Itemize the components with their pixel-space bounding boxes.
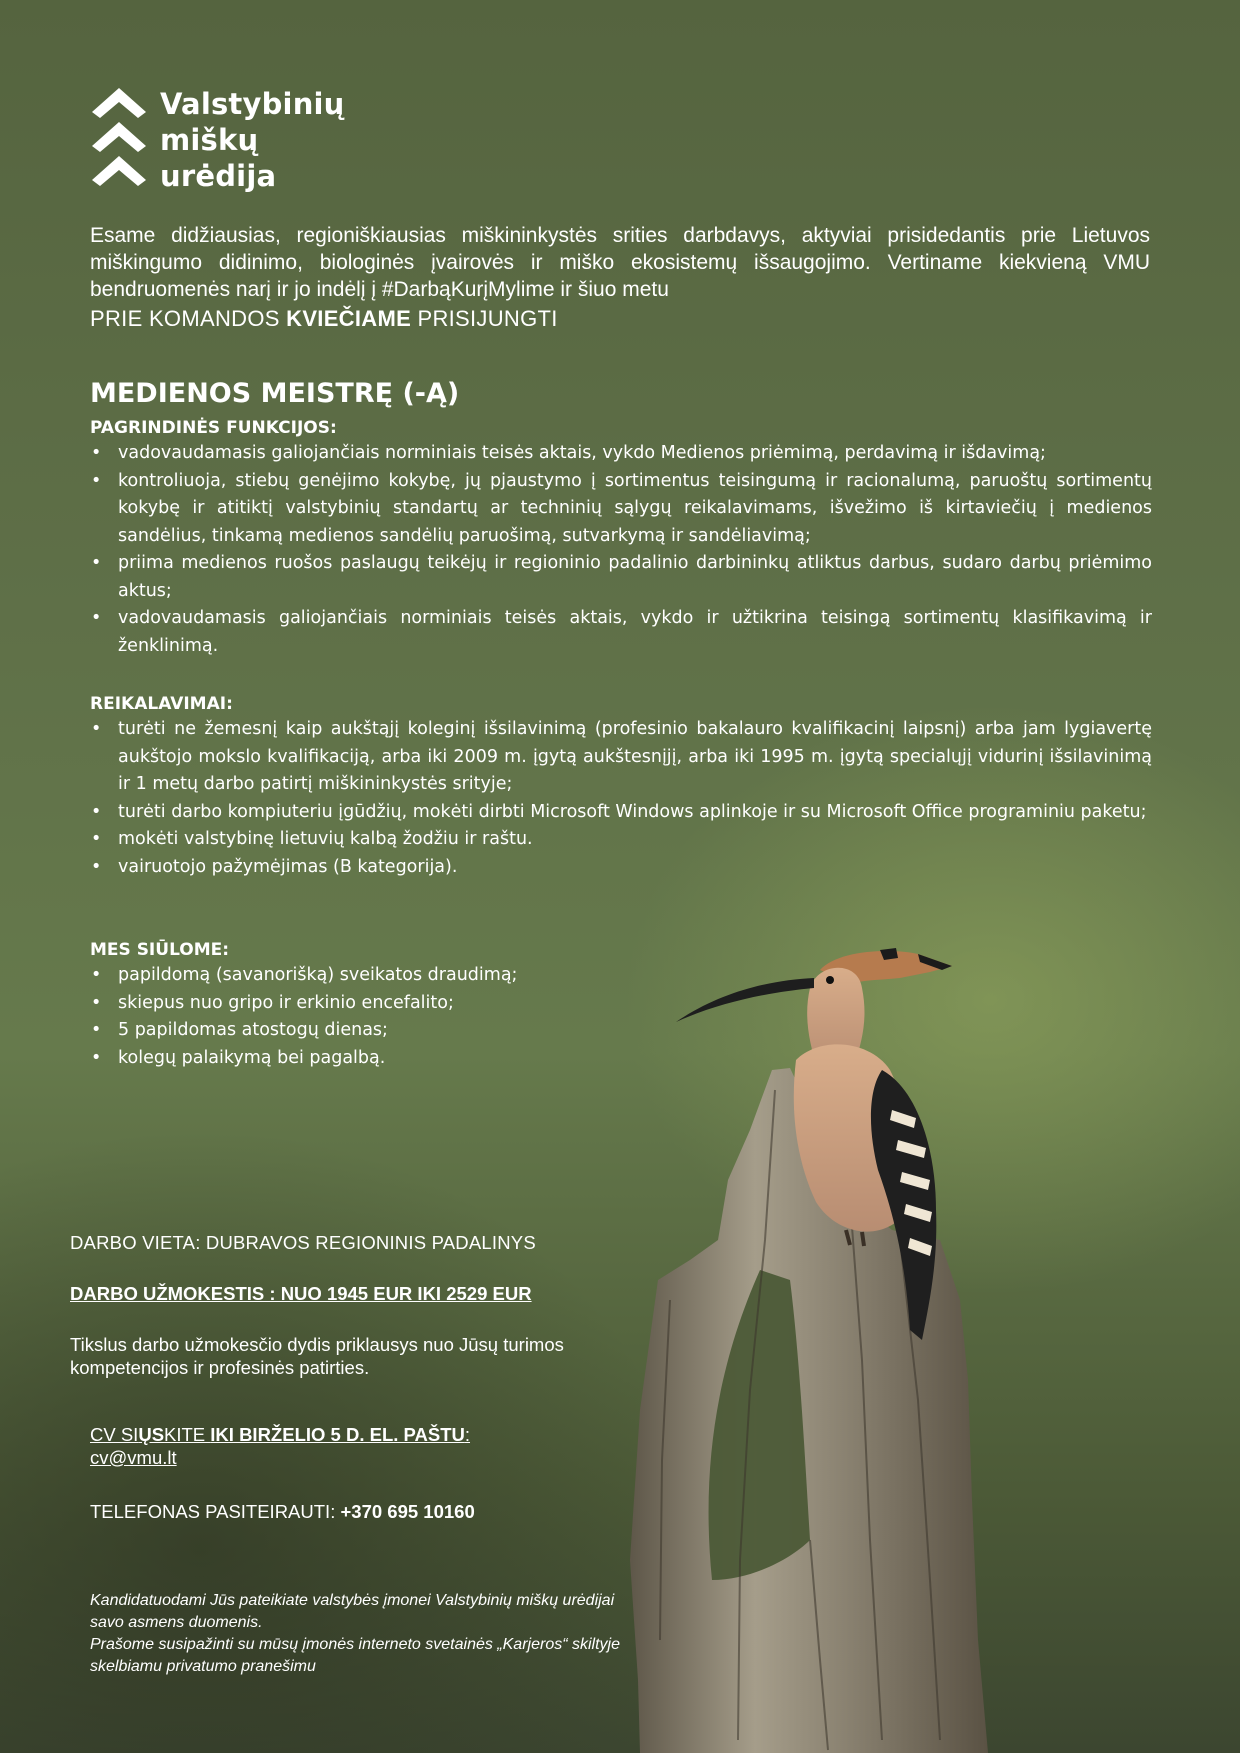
salary-note: Tikslus darbo užmokesčio dydis priklausys nuo Jūsų turimos kompetencijos ir profesinės patirties. <box>70 1334 564 1378</box>
list-item: • turėti ne žemesnį kaip aukštąjį koleginį išsilavinimą (profesinio bakalauro kvalifikacinį laipsnį) arba jam lygiavertę aukštojo mokslo kvalifikaciją, arba iki 2009 m. įgytą aukštesnįjį, arba iki 1995 m. įgytą specialųjį vidurinį išsilavinimą ir 1 metų darbo patirtį miškininkystės srityje; <box>90 716 1152 799</box>
list-item: • vadovaudamasis galiojančiais norminiais teisės aktais, vykdo Medienos priėmimą, perdavimą ir išdavimą; <box>90 440 1152 468</box>
intro-paragraph: Esame didžiausias, regioniškiausias miškininkystės srities darbdavys, aktyviai prisidedantis prie Lietuvos miškingumo didinimo, biologinės įvairovės ir miško ekosistemų išsaugojimo. Vertiname kiekvieną VMU bendruomenės narį ir jo indėlį į #DarbąKurįMylime ir šiuo metu <box>90 224 1150 301</box>
phone-info <box>90 1501 475 1523</box>
privacy-disclaimer <box>90 1590 650 1678</box>
list-item: • papildomą (savanorišką) sveikatos draudimą; <box>90 962 790 990</box>
workplace-info: DARBO VIETA: DUBRAVOS REGIONINIS PADALINYS <box>70 1232 536 1253</box>
requirements-section <box>90 694 1152 881</box>
list-item: • skiepus nuo gripo ir erkinio encefalito; <box>90 990 790 1018</box>
offer-list <box>90 962 790 1072</box>
list-item: • turėti darbo kompiuteriu įgūdžių, mokėti dirbti Microsoft Windows aplinkoje ir su Microsoft Office programiniu paketu; <box>90 799 1152 827</box>
list-item: • vairuotojo pažymėjimas (B kategorija). <box>90 854 1152 882</box>
phone-label: TELEFONAS PASITEIRAUTI: <box>90 1501 341 1522</box>
logo-line: urėdija <box>160 159 277 193</box>
cv-instruction <box>90 1423 470 1446</box>
list-item: • 5 papildomas atostogų dienas; <box>90 1017 790 1045</box>
cta-text: PRIE KOMANDOS <box>90 306 287 331</box>
cv-deadline: IKI BIRŽELIO 5 D. EL. PAŠTU <box>210 1424 465 1445</box>
job-title: MEDIENOS MEISTRĘ (-Ą) <box>90 378 460 409</box>
functions-section <box>90 418 1152 660</box>
cta-text: PRISIJUNGTI <box>411 306 558 331</box>
list-item: • vadovaudamasis galiojančiais norminiais teisės aktais, vykdo ir užtikrina teisingą sortimentų klasifikavimą ir ženklinimą. <box>90 605 1152 660</box>
cv-text-bold: ŲS <box>138 1424 165 1445</box>
requirements-heading: REIKALAVIMAI: <box>90 694 233 714</box>
tree-chevron-logo-icon <box>92 88 146 188</box>
offer-section <box>90 940 790 1072</box>
salary-info: DARBO UŽMOKESTIS : NUO 1945 EUR IKI 2529 EUR <box>70 1283 532 1304</box>
cv-text: : <box>464 1424 471 1445</box>
list-item: • mokėti valstybinę lietuvių kalbą žodžiu ir raštu. <box>90 826 1152 854</box>
disclaimer-line: Kandidatuodami Jūs pateikiate valstybės įmonei Valstybinių miškų urėdijai savo asmens duomenis. <box>90 1592 615 1631</box>
logo-line: miškų <box>160 123 259 157</box>
logo-wordmark <box>160 86 345 194</box>
functions-list <box>90 440 1152 660</box>
cv-email-link[interactable]: cv@vmu.lt <box>90 1447 177 1468</box>
list-item: • kolegų palaikymą bei pagalbą. <box>90 1045 790 1073</box>
cv-submission-info <box>90 1423 470 1469</box>
functions-heading: PAGRINDINĖS FUNKCIJOS: <box>90 418 337 438</box>
requirements-list <box>90 716 1152 881</box>
intro-call-to-action <box>90 306 558 332</box>
cv-text: KITE <box>164 1424 211 1445</box>
company-logo <box>92 86 352 196</box>
cv-text: CV SI <box>90 1424 139 1445</box>
disclaimer-line: Prašome susipažinti su mūsų įmonės interneto svetainės „Karjeros“ skiltyje skelbiamu privatumo pranešimu <box>90 1636 620 1675</box>
list-item: • kontroliuoja, stiebų genėjimo kokybę, jų pjaustymo į sortimentus teisingumą ir racionalumą, paruoštų sortimentų kokybę ir atitiktį valstybinių standartų ar techninių sąlygų reikalavimams, išvežimo iš kirtaviečių į medienos sandėlius, tinkamą medienos sandėlių paruošimą, sutvarkymą ir sandėliavimą; <box>90 468 1152 551</box>
logo-line: Valstybinių <box>160 87 345 121</box>
offer-heading: MES SIŪLOME: <box>90 940 230 960</box>
list-item: • priima medienos ruošos paslaugų teikėjų ir regioninio padalinio darbininkų atliktus darbus, sudaro darbų priėmimo aktus; <box>90 550 1152 605</box>
phone-number[interactable]: +370 695 10160 <box>340 1501 475 1522</box>
cta-emphasis: KVIEČIAME <box>286 306 412 331</box>
